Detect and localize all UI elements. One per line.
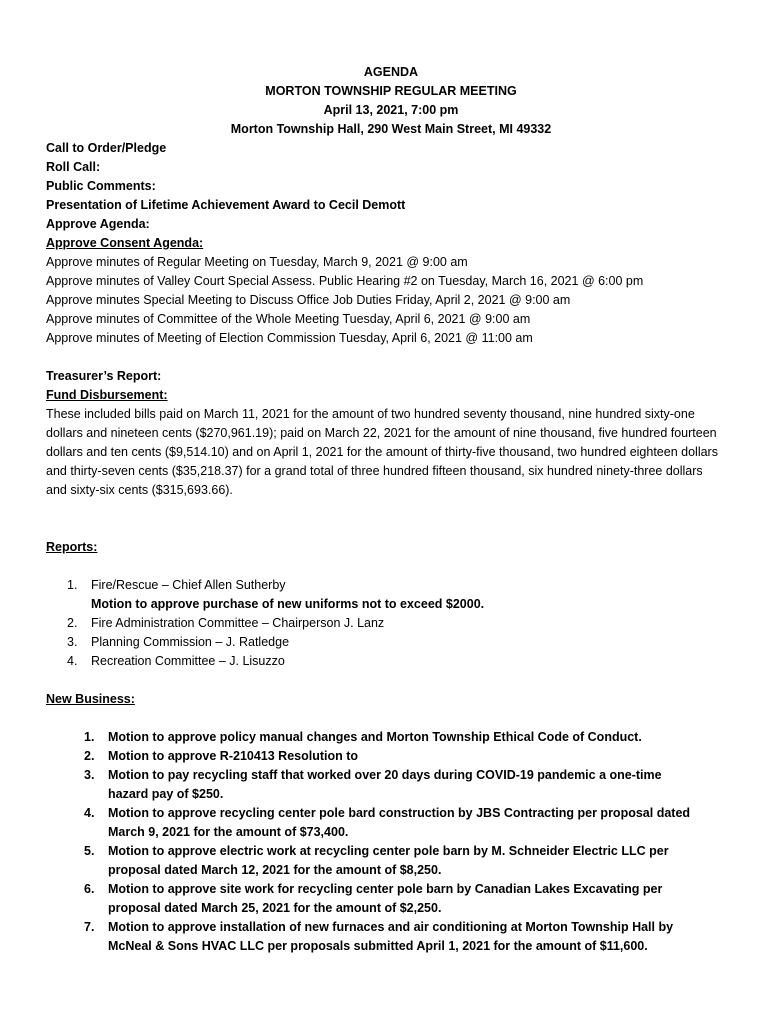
consent-item: Approve minutes of Meeting of Election Commission Tuesday, April 6, 2021 @ 11:00 am [46,331,533,345]
report-text: Planning Commission – J. Ratledge [91,635,290,649]
consent-item: Approve minutes Special Meeting to Discuss Office Job Duties Friday, April 2, 2021 @ 9:00 am [46,293,571,307]
report-text: Recreation Committee – J. Lisuzzo [91,654,285,668]
meeting-location: Morton Township Hall, 290 West Main Street, MI 49332 [230,122,552,136]
consent-agenda-list [46,253,736,348]
report-text: Fire/Rescue – Chief Allen Sutherby [91,578,286,592]
item-number: 4. [84,806,95,820]
consent-item: Approve minutes of Committee of the Whole Meeting Tuesday, April 6, 2021 @ 9:00 am [46,312,531,326]
item-number: 2. [84,749,95,763]
motion-text: Motion to approve installation of new furnaces and air conditioning at Morton Township Hall by [108,920,674,934]
item-number: 6. [84,882,95,896]
item-number: 2. [67,616,78,630]
motion-text-continued: March 9, 2021 for the amount of $73,400. [108,825,349,839]
meeting-datetime: April 13, 2021, 7:00 pm [323,103,459,117]
motion-text: Motion to approve site work for recycling center pole barn by Canadian Lakes Excavating per [108,882,663,896]
reports-heading: Reports: [46,540,98,554]
motion-text: Motion to approve recycling center pole bard construction by JBS Contracting per proposal dated [108,806,691,820]
reports-list [46,576,736,671]
report-text: Fire Administration Committee – Chairperson J. Lanz [91,616,385,630]
motion-text-continued: McNeal & Sons HVAC LLC per proposals submitted April 1, 2021 for the amount of $11,600. [108,939,648,953]
motion-item [46,918,736,956]
consent-item: Approve minutes of Valley Court Special Assess. Public Hearing #2 on Tuesday, March 16, 2021 @ 6:00 pm [46,274,644,288]
agenda-document [46,63,736,956]
motion-text: Motion to pay recycling staff that worked over 20 days during COVID-19 pandemic a one-time [108,768,662,782]
item-number: 3. [84,768,95,782]
motion-text-continued: proposal dated March 25, 2021 for the amount of $2,250. [108,901,442,915]
report-item [46,614,736,633]
consent-agenda-heading: Approve Consent Agenda: [46,236,204,250]
roll-call: Roll Call: [46,160,101,174]
agenda-title: AGENDA [363,65,419,79]
fund-disbursement-heading: Fund Disbursement: [46,388,168,402]
meeting-name: MORTON TOWNSHIP REGULAR MEETING [265,84,517,98]
report-motion: Motion to approve purchase of new uniforms not to exceed $2000. [91,597,485,611]
item-number: 1. [84,730,95,744]
report-item [46,576,736,614]
item-number: 1. [67,578,78,592]
agenda-header [46,63,736,139]
new-business-heading: New Business: [46,692,135,706]
call-to-order: Call to Order/Pledge [46,141,167,155]
motion-item [46,804,736,842]
motion-item [46,728,736,747]
item-number: 7. [84,920,95,934]
item-number: 5. [84,844,95,858]
approve-agenda: Approve Agenda: [46,217,150,231]
report-item [46,633,736,652]
treasurer-report-heading: Treasurer’s Report: [46,369,162,383]
motion-item [46,747,736,766]
item-number: 4. [67,654,78,668]
motion-text: Motion to approve electric work at recycling center pole barn by M. Schneider Electric LLC per [108,844,669,858]
fund-disbursement-paragraph: These included bills paid on March 11, 2021 for the amount of two hundred seventy thousand, nine hundred sixty-one dollars and nineteen cents ($270,961.19); paid on March 22, 2021 for the amount of nine thousand, five hundred fourteen dollars and ten cents ($9,514.10) and on April 1, 2021 for the amount of thirty-five thousand, two hundred eighteen dollars and thirty-seven cents ($35,218.37) for a grand total of three hundred fifteen thousand, six hundred ninety-three dollars and sixty-six cents ($315,693.66). [46,407,718,497]
public-comments: Public Comments: [46,179,156,193]
motion-text: Motion to approve R-210413 Resolution to [108,749,359,763]
item-number: 3. [67,635,78,649]
motion-text-continued: proposal dated March 12, 2021 for the amount of $8,250. [108,863,442,877]
motion-item [46,766,736,804]
motion-item [46,880,736,918]
report-item [46,652,736,671]
consent-item: Approve minutes of Regular Meeting on Tuesday, March 9, 2021 @ 9:00 am [46,255,468,269]
motion-item [46,842,736,880]
motion-text-continued: hazard pay of $250. [108,787,224,801]
presentation: Presentation of Lifetime Achievement Award to Cecil Demott [46,198,406,212]
new-business-list [46,728,736,956]
motion-text: Motion to approve policy manual changes and Morton Township Ethical Code of Conduct. [108,730,642,744]
